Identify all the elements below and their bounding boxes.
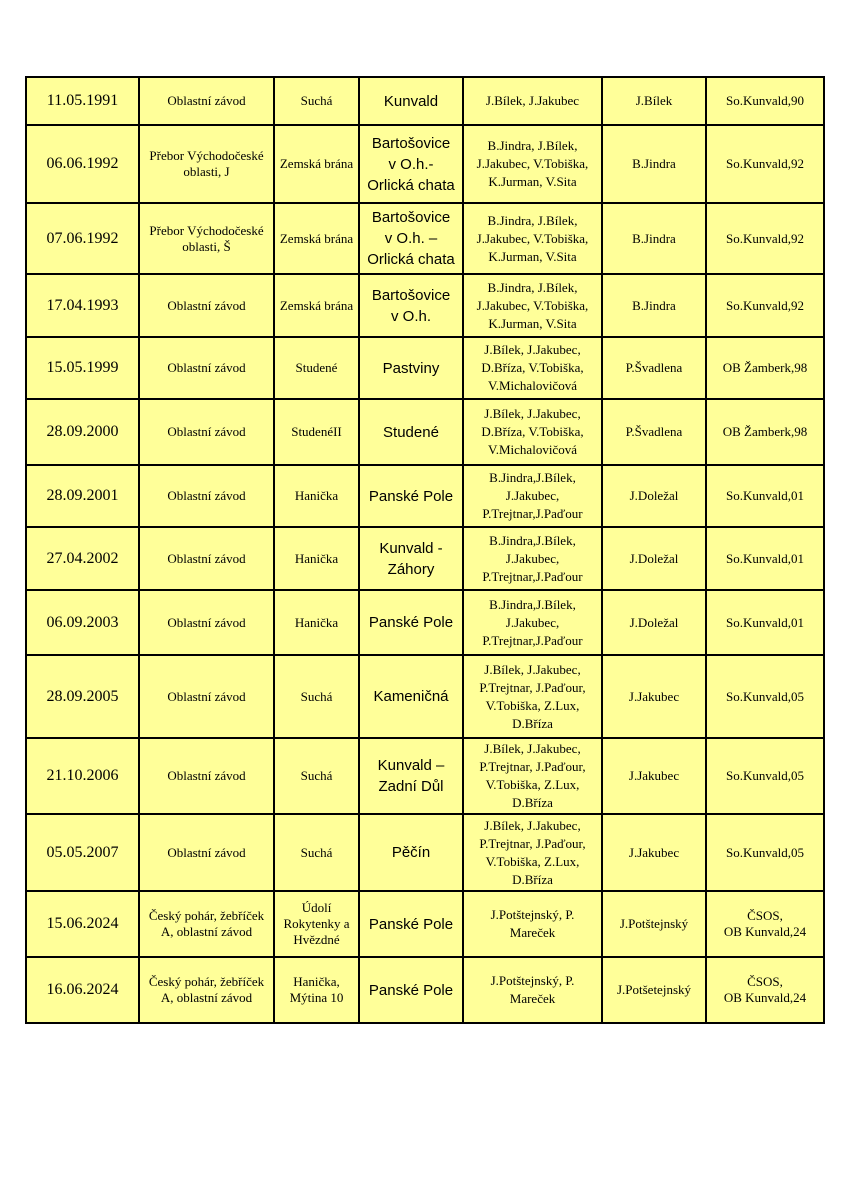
place-cell [359,527,463,590]
table-row [26,465,824,527]
map-cell-text: Hanička [294,488,339,503]
map-cell [274,738,359,814]
event-type-cell [139,203,274,274]
event-type-cell [139,77,274,125]
map-cell-text: Suchá [300,93,333,108]
table-row [26,814,824,891]
place-cell-text: Panské Pole [368,915,454,933]
event-type-cell-text: Český pohár, žebříček A, oblastní závod [148,974,265,1005]
place-cell-text: Kameničná [373,688,449,705]
place-cell [359,203,463,274]
organizers-cell [463,125,602,203]
map-author-cell-text: J.Doležal [629,488,679,503]
club-cell-text: ČSOS, OB Kunvald,24 [723,974,807,1005]
table-row [26,957,824,1023]
table-row [26,655,824,738]
place-cell [359,337,463,399]
organizers-cell-text: J.Bílek, J.Jakubec, P.Trejtnar, J.Paďour, V.Tobiška, Z.Lux, D.Bříza [479,741,586,810]
date-cell-text: 06.06.1992 [46,155,119,172]
table-row [26,337,824,399]
club-cell [706,655,824,738]
organizers-cell-text: B.Jindra, J.Bílek, J.Jakubec, V.Tobiška, K.Jurman, V.Sita [476,279,589,331]
map-cell-text: Suchá [300,768,333,783]
date-cell [26,655,139,738]
map-cell-text: Suchá [300,844,333,860]
event-type-cell [139,399,274,465]
organizers-cell-text: B.Jindra, J.Bílek, J.Jakubec, V.Tobiška, K.Jurman, V.Sita [476,138,589,189]
organizers-cell [463,957,602,1023]
club-cell-text: So.Kunvald,01 [726,488,804,503]
event-type-cell [139,655,274,738]
event-type-cell [139,337,274,399]
place-cell [359,465,463,527]
date-cell [26,738,139,814]
map-author-cell [602,814,706,891]
map-author-cell [602,465,706,527]
place-cell-text: Bartošovice v O.h. [371,286,451,325]
event-type-cell-text: Oblastní závod [167,297,246,313]
map-author-cell-text: J.Doležal [629,614,679,630]
date-cell-text: 11.05.1991 [46,92,119,109]
club-cell-text: OB Žamberk,98 [722,360,808,375]
map-cell [274,203,359,274]
organizers-cell [463,274,602,337]
map-author-cell-text: B.Jindra [632,156,676,171]
date-cell-text: 28.09.2001 [46,487,119,504]
organizers-cell [463,77,602,125]
club-cell [706,203,824,274]
event-type-cell [139,274,274,337]
organizers-cell-text: J.Bílek, J.Jakubec, P.Trejtnar, J.Paďour, V.Tobiška, Z.Lux, D.Bříza [479,661,586,731]
event-type-cell-text: Přebor Východočeské oblasti, Š [149,222,264,254]
organizers-cell-text: J.Potštejnský, P. Mareček [490,973,575,1006]
date-cell-text: 28.09.2005 [46,687,119,705]
club-cell [706,814,824,891]
place-cell [359,891,463,957]
map-cell-text: Hanička [294,550,339,566]
map-author-cell [602,399,706,465]
organizers-cell [463,465,602,527]
club-cell-text: So.Kunvald,05 [726,688,804,704]
organizers-cell-text: J.Bílek, J.Jakubec, D.Bříza, V.Tobiška, V.Michalovičová [481,406,584,457]
date-cell [26,891,139,957]
event-type-cell [139,125,274,203]
club-cell-text: ČSOS, OB Kunvald,24 [723,908,807,939]
map-cell [274,527,359,590]
club-cell [706,399,824,465]
place-cell [359,125,463,203]
club-cell [706,274,824,337]
map-cell [274,891,359,957]
table-row [26,399,824,465]
map-cell-text: Zemská brána [279,230,354,246]
club-cell-text: So.Kunvald,05 [726,844,804,860]
organizers-cell [463,527,602,590]
place-cell-text: Pastviny [382,359,440,377]
organizers-cell [463,814,602,891]
event-type-cell-text: Oblastní závod [167,360,246,375]
club-cell [706,590,824,655]
map-cell [274,590,359,655]
date-cell-text: 27.04.2002 [46,549,119,567]
table-row [26,203,824,274]
map-author-cell-text: P.Švadlena [625,424,683,439]
map-author-cell-text: P.Švadlena [625,360,683,375]
club-cell-text: So.Kunvald,92 [726,156,804,171]
map-author-cell [602,738,706,814]
club-cell [706,957,824,1023]
map-author-cell [602,655,706,738]
place-cell-text: Panské Pole [368,981,454,999]
club-cell-text: So.Kunvald,92 [726,230,804,246]
club-cell [706,527,824,590]
event-type-cell-text: Oblastní závod [167,844,246,860]
organizers-cell-text: J.Potštejnský, P. Mareček [490,907,575,940]
club-cell-text: OB Žamberk,98 [722,424,808,439]
place-cell [359,590,463,655]
events-table-body [26,77,824,1023]
table-row [26,891,824,957]
organizers-cell [463,337,602,399]
date-cell-text: 06.09.2003 [46,613,119,631]
club-cell [706,465,824,527]
map-author-cell [602,203,706,274]
event-type-cell-text: Přebor Východočeské oblasti, J [149,148,264,179]
map-cell [274,957,359,1023]
date-cell-text: 15.05.1999 [46,359,119,376]
organizers-cell-text: B.Jindra,J.Bílek, J.Jakubec, P.Trejtnar,J.Paďour [482,532,583,584]
place-cell [359,655,463,738]
place-cell-text: Kunvald - Záhory [379,539,443,578]
map-cell-text: Zemská brána [279,297,354,313]
map-cell [274,274,359,337]
events-table [25,76,825,1024]
place-cell [359,274,463,337]
table-row [26,77,824,125]
map-cell-text: Zemská brána [279,156,354,171]
club-cell-text: So.Kunvald,05 [726,768,804,783]
map-cell [274,125,359,203]
map-cell-text: Hanička [294,614,339,630]
organizers-cell [463,891,602,957]
club-cell [706,891,824,957]
map-author-cell-text: B.Jindra [632,297,676,313]
event-type-cell-text: Oblastní závod [167,488,246,503]
date-cell-text: 05.05.2007 [46,843,119,861]
date-cell-text: 15.06.2024 [46,915,119,932]
map-cell-text: Hanička, Mýtina 10 [289,974,344,1005]
map-author-cell [602,274,706,337]
place-cell-text: Panské Pole [368,614,454,631]
organizers-cell-text: J.Bílek, J.Jakubec, D.Bříza, V.Tobiška, V.Michalovičová [481,342,584,393]
date-cell [26,527,139,590]
organizers-cell [463,590,602,655]
event-type-cell [139,957,274,1023]
place-cell [359,957,463,1023]
organizers-cell-text: B.Jindra, J.Bílek, J.Jakubec, V.Tobiška, K.Jurman, V.Sita [476,212,589,264]
map-author-cell [602,957,706,1023]
map-cell-text: Suchá [300,688,333,704]
club-cell [706,125,824,203]
map-cell [274,814,359,891]
club-cell-text: So.Kunvald,01 [726,550,804,566]
date-cell [26,957,139,1023]
organizers-cell [463,738,602,814]
map-author-cell-text: B.Jindra [632,230,676,246]
date-cell [26,125,139,203]
organizers-cell-text: J.Bílek, J.Jakubec, P.Trejtnar, J.Paďour, V.Tobiška, Z.Lux, D.Bříza [479,817,586,887]
organizers-cell-text: B.Jindra,J.Bílek, J.Jakubec, P.Trejtnar,J.Paďour [482,596,583,648]
place-cell-text: Bartošovice v O.h. – Orlická chata [367,209,455,268]
event-type-cell-text: Oblastní závod [167,614,246,630]
map-author-cell-text: J.Potšetejnský [616,982,692,997]
place-cell-text: Kunvald [383,92,439,110]
map-cell-text: Studené [295,360,338,375]
event-type-cell-text: Oblastní závod [167,688,246,704]
map-author-cell [602,590,706,655]
map-cell [274,465,359,527]
date-cell [26,77,139,125]
event-type-cell-text: Oblastní závod [167,424,246,439]
date-cell [26,590,139,655]
map-cell [274,77,359,125]
table-row [26,590,824,655]
date-cell-text: 07.06.1992 [46,229,119,247]
club-cell-text: So.Kunvald,90 [726,93,804,108]
map-cell [274,655,359,738]
map-cell [274,337,359,399]
map-author-cell [602,125,706,203]
map-cell [274,399,359,465]
place-cell-text: Pěčín [391,844,431,861]
place-cell-text: Studené [383,423,439,441]
date-cell [26,203,139,274]
place-cell [359,77,463,125]
map-author-cell-text: J.Potštejnský [619,916,689,931]
date-cell-text: 21.10.2006 [46,767,119,784]
club-cell [706,337,824,399]
table-row [26,527,824,590]
map-author-cell-text: J.Jakubec [628,768,680,783]
map-cell-text: Údolí Rokytenky a Hvězdné [283,900,350,947]
club-cell-text: So.Kunvald,01 [726,614,804,630]
event-type-cell [139,590,274,655]
event-type-cell [139,527,274,590]
map-author-cell [602,337,706,399]
map-author-cell [602,77,706,125]
map-author-cell [602,891,706,957]
map-author-cell-text: J.Doležal [629,550,679,566]
event-type-cell-text: Oblastní závod [167,93,246,108]
date-cell-text: 28.09.2000 [46,423,119,440]
club-cell [706,77,824,125]
club-cell [706,738,824,814]
place-cell [359,738,463,814]
event-type-cell-text: Oblastní závod [167,768,246,783]
place-cell-text: Panské Pole [368,487,454,505]
place-cell [359,399,463,465]
organizers-cell [463,399,602,465]
map-author-cell-text: J.Jakubec [628,844,680,860]
map-author-cell [602,527,706,590]
table-row [26,738,824,814]
club-cell-text: So.Kunvald,92 [726,297,804,313]
event-type-cell [139,738,274,814]
event-type-cell-text: Oblastní závod [167,550,246,566]
table-row [26,125,824,203]
date-cell-text: 17.04.1993 [46,296,119,314]
date-cell [26,399,139,465]
organizers-cell [463,655,602,738]
date-cell [26,274,139,337]
place-cell-text: Kunvald – Zadní Důl [377,757,445,795]
place-cell [359,814,463,891]
date-cell [26,814,139,891]
organizers-cell [463,203,602,274]
date-cell-text: 16.06.2024 [46,981,119,998]
map-author-cell-text: J.Jakubec [628,688,680,704]
event-type-cell [139,891,274,957]
organizers-cell-text: B.Jindra,J.Bílek, J.Jakubec, P.Trejtnar,J.Paďour [482,470,583,521]
date-cell [26,465,139,527]
map-author-cell-text: J.Bílek [635,93,673,108]
map-cell-text: StudenéII [291,424,342,439]
table-row [26,274,824,337]
event-type-cell-text: Český pohár, žebříček A, oblastní závod [148,908,265,939]
place-cell-text: Bartošovice v O.h.- Orlická chata [367,134,455,194]
event-type-cell [139,465,274,527]
date-cell [26,337,139,399]
event-type-cell [139,814,274,891]
organizers-cell-text: J.Bílek, J.Jakubec [485,93,580,108]
